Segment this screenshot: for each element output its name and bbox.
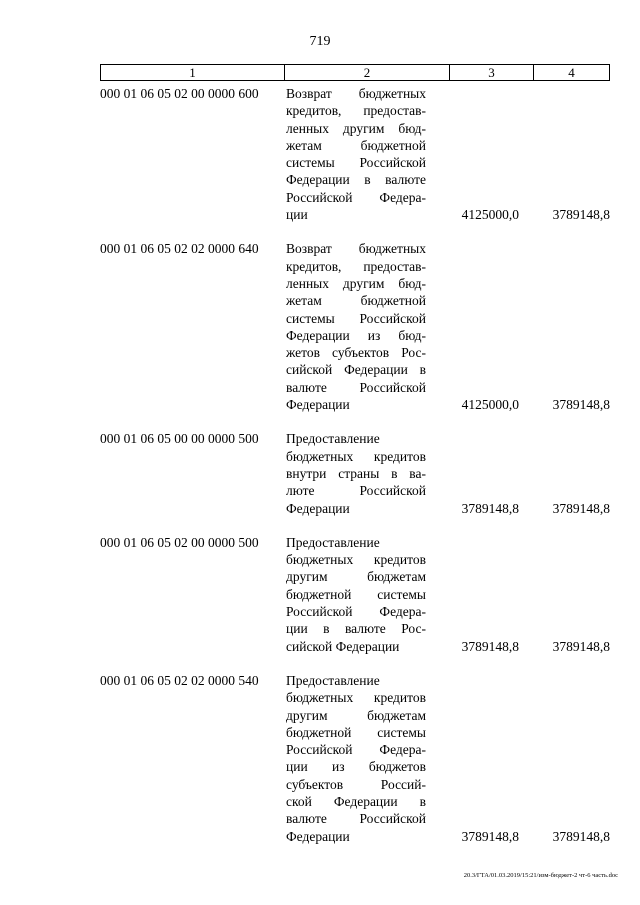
row-value-col4: 3789148,8 xyxy=(552,397,610,413)
row-name-line: системы Российской xyxy=(286,310,426,326)
row-name-line: ленных другим бюд- xyxy=(286,275,426,291)
row-code: 000 01 06 05 02 00 0000 600 xyxy=(100,86,259,101)
row-name-line: ции xyxy=(286,207,308,223)
table-header xyxy=(100,64,610,81)
row-name-line: внутри страны в ва- xyxy=(286,465,426,481)
row-name-line: сийской Федерации xyxy=(286,638,400,654)
row-name-line: системы Российской xyxy=(286,155,426,171)
row-code: 000 01 06 05 00 00 0000 500 xyxy=(100,431,259,447)
row-name-line: бюджетной системы xyxy=(286,724,426,740)
row-code: 000 01 06 05 02 02 0000 540 xyxy=(100,672,259,688)
row-name-line: валюте Российской xyxy=(286,379,426,395)
header-col-2: 2 xyxy=(285,65,450,80)
row-name-line: Возврат бюджетных xyxy=(286,241,426,257)
row-name-line: ции в валюте Рос- xyxy=(286,621,426,637)
row-name-line: бюджетных кредитов xyxy=(286,552,426,568)
row-name-line: Российской Федера- xyxy=(286,742,426,758)
row-value-col3: 3789148,8 xyxy=(461,638,519,654)
row-name-line: субъектов Россий- xyxy=(286,776,426,792)
row-name-line: Возврат бюджетных xyxy=(286,86,426,101)
row-name-line: Федерации в валюте xyxy=(286,172,426,188)
row-name-line: Федерации xyxy=(286,397,350,413)
row-name-line: жетам бюджетной xyxy=(286,137,426,153)
table-body xyxy=(100,85,610,845)
row-name-line: кредитов, предостав- xyxy=(286,103,426,119)
row-code: 000 01 06 05 02 00 0000 500 xyxy=(100,534,259,550)
row-name xyxy=(286,672,426,845)
row-name-line: бюджетных кредитов xyxy=(286,448,426,464)
row-name-line: валюте Российской xyxy=(286,811,426,827)
row-name-line: Предоставление xyxy=(286,534,380,550)
row-value-col4: 3789148,8 xyxy=(552,828,610,844)
row-name-line: жетам бюджетной xyxy=(286,293,426,309)
row-value-col4: 3789148,8 xyxy=(552,207,610,223)
table-row xyxy=(100,672,610,845)
row-name-line: Предоставление xyxy=(286,672,380,688)
row-name-line: ской Федерации в xyxy=(286,793,426,809)
table-row xyxy=(100,240,610,413)
row-name-line: бюджетной системы xyxy=(286,586,426,602)
row-name-line: Предоставление xyxy=(286,431,380,447)
row-name-line: другим бюджетам xyxy=(286,569,426,585)
row-name-line: Федерации из бюд- xyxy=(286,327,426,343)
row-value-col3: 4125000,0 xyxy=(461,207,519,223)
row-value-col3: 3789148,8 xyxy=(461,828,519,844)
row-code: 000 01 06 05 02 02 0000 640 xyxy=(100,241,259,257)
row-value-col3: 3789148,8 xyxy=(461,500,519,516)
row-name-line: жетов субъектов Рос- xyxy=(286,345,426,361)
row-name-line: Федерации xyxy=(286,828,350,844)
row-name xyxy=(286,534,426,655)
row-name-line: другим бюджетам xyxy=(286,707,426,723)
row-name xyxy=(286,85,426,223)
row-name-line: ленных другим бюд- xyxy=(286,120,426,136)
budget-table xyxy=(100,64,610,862)
table-row xyxy=(100,85,610,223)
table-row xyxy=(100,534,610,655)
file-footer: 20.3/ГТА/01.03.2019/15:21/изм-бюджет-2 чт-6 часть.doc xyxy=(463,872,618,879)
row-name-line: сийской Федерации в xyxy=(286,362,426,378)
header-col-3: 3 xyxy=(450,65,534,80)
row-name-line: Российской Федера- xyxy=(286,189,426,205)
header-col-4: 4 xyxy=(568,64,575,80)
row-name-line: кредитов, предостав- xyxy=(286,258,426,274)
row-name-line: Федерации xyxy=(286,500,350,516)
page-number: 719 xyxy=(309,34,331,49)
row-name-line: люте Российской xyxy=(286,483,426,499)
row-name xyxy=(286,430,426,516)
row-value-col4: 3789148,8 xyxy=(552,500,610,516)
row-value-col3: 4125000,0 xyxy=(461,397,519,413)
row-name-line: Российской Федера- xyxy=(286,604,426,620)
row-name-line: бюджетных кредитов xyxy=(286,690,426,706)
row-value-col4: 3789148,8 xyxy=(552,638,610,654)
row-name xyxy=(286,240,426,413)
table-row xyxy=(100,430,610,516)
row-name-line: ции из бюджетов xyxy=(286,759,426,775)
header-col-1: 1 xyxy=(101,65,285,80)
